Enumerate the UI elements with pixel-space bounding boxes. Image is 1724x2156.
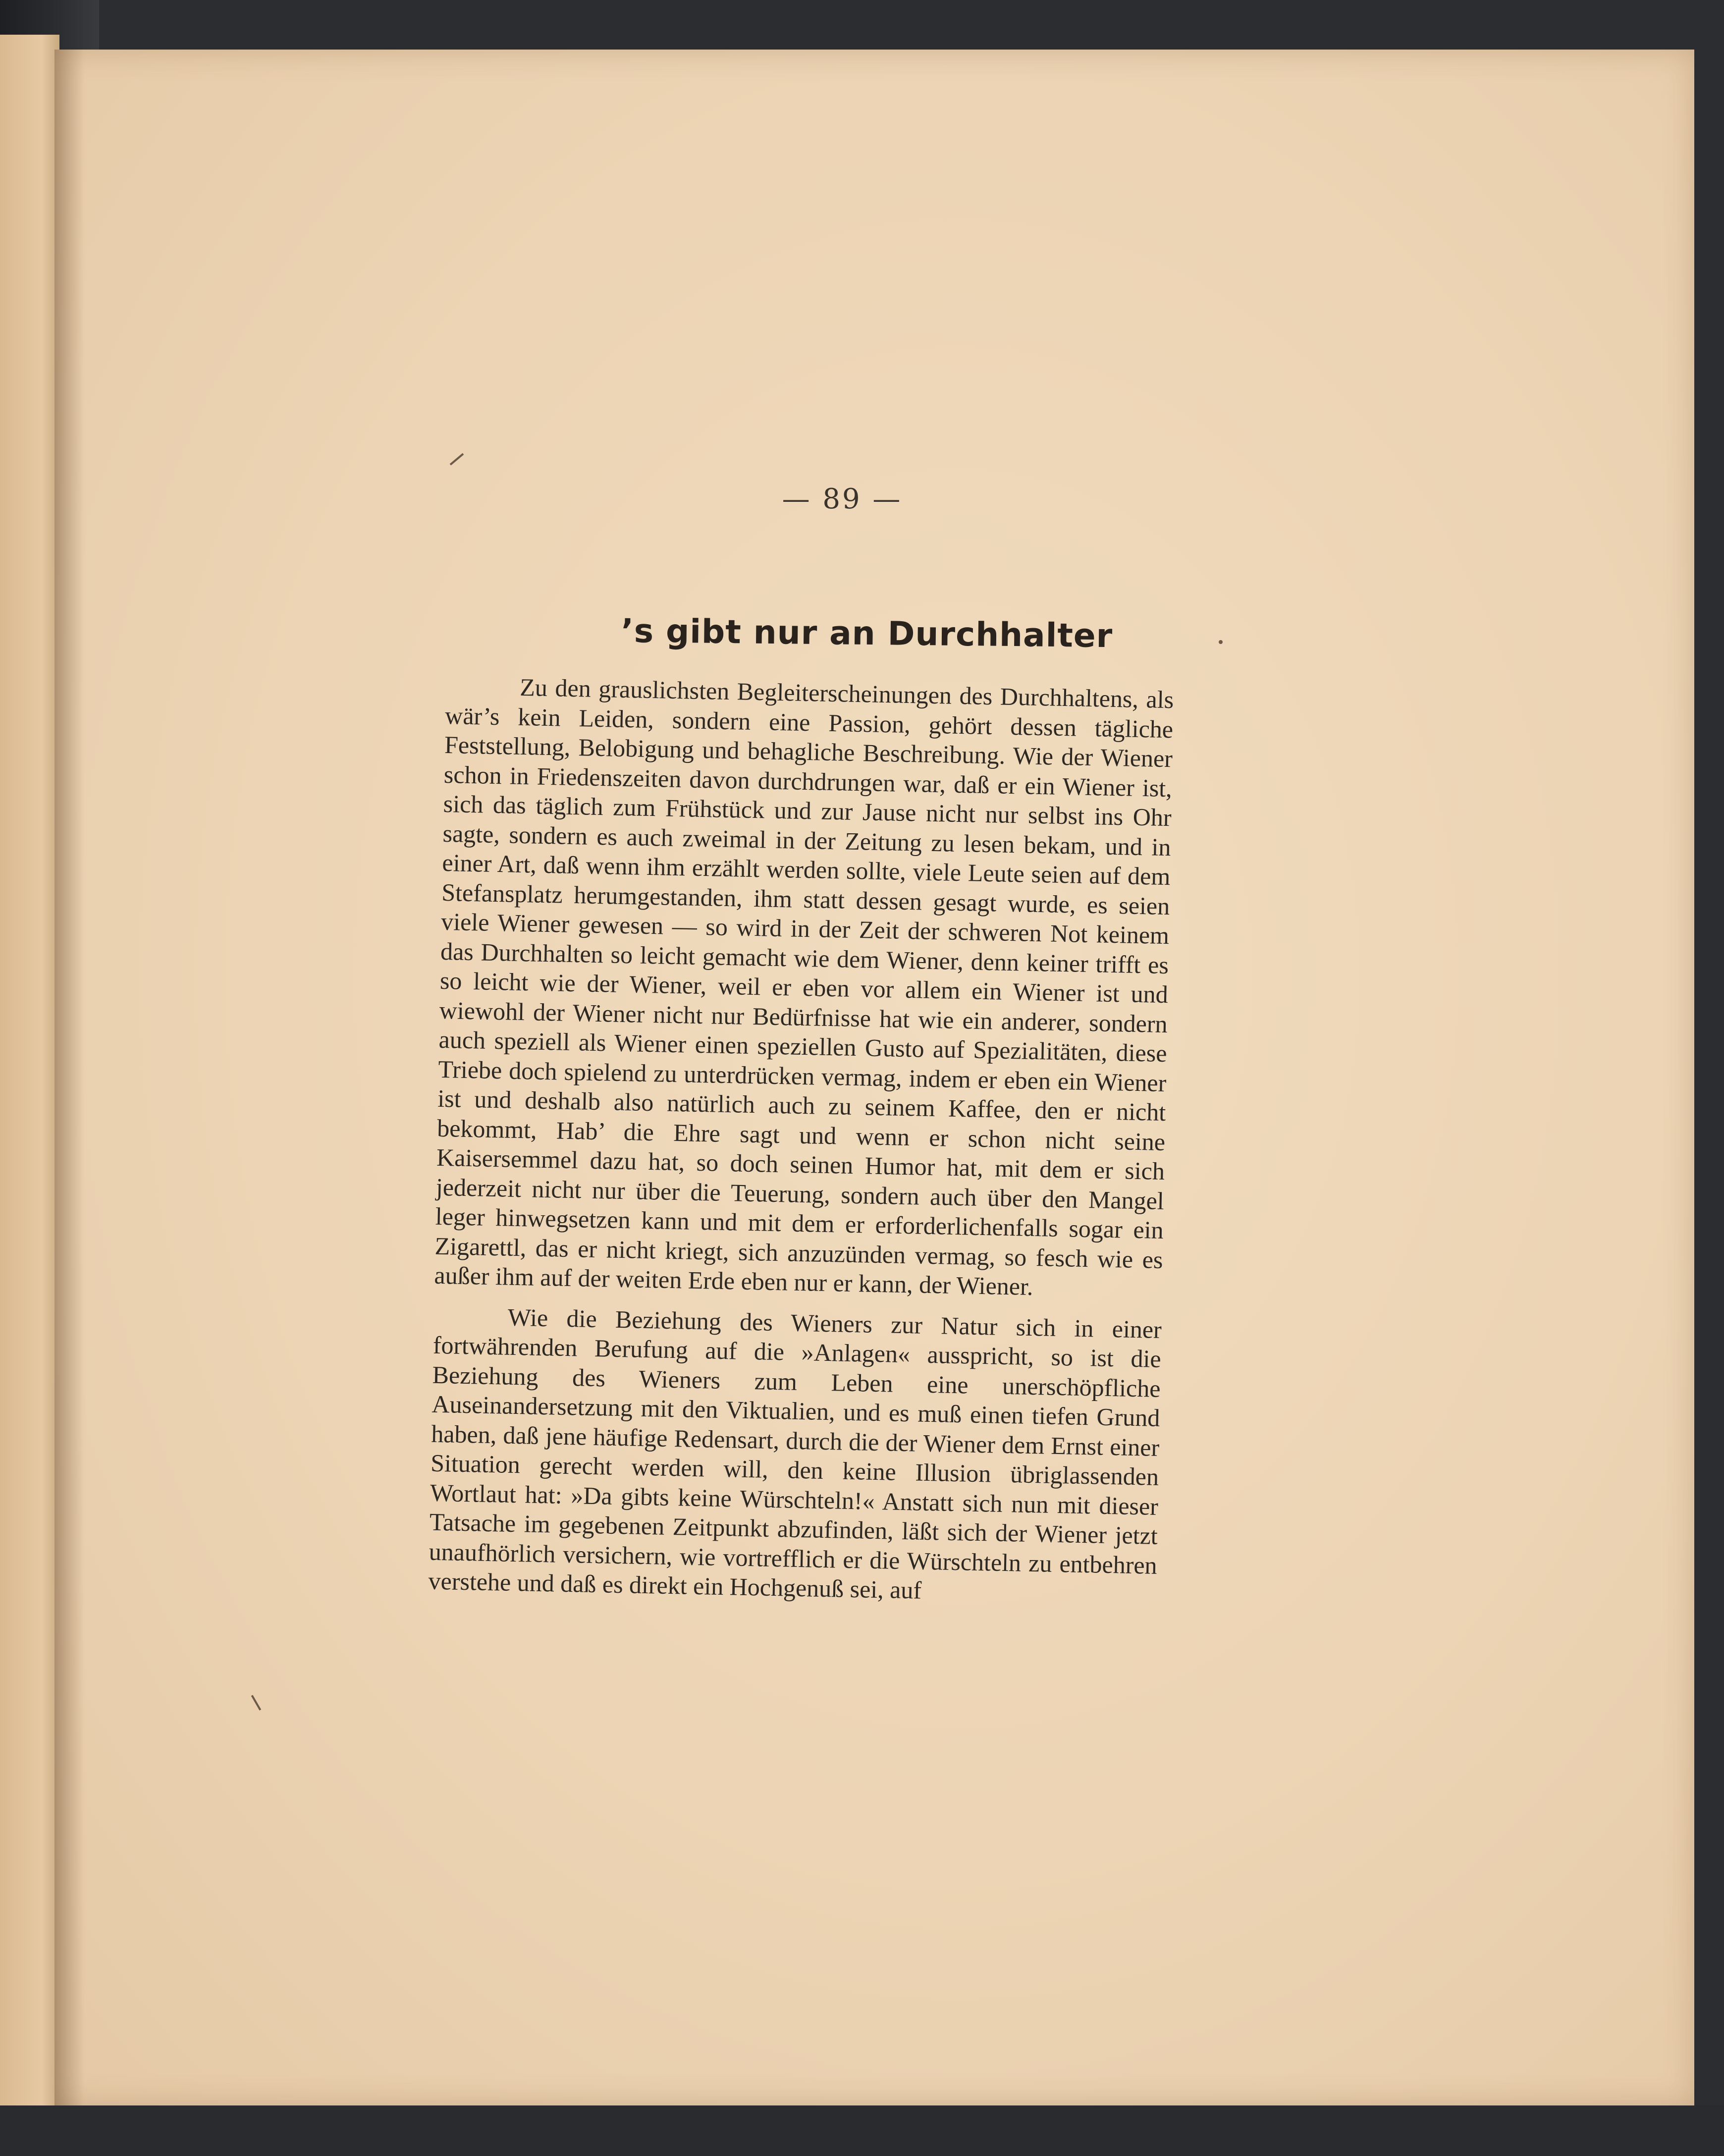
left-page-edge [0, 35, 59, 2115]
gutter-shadow [54, 50, 84, 2105]
body-text [428, 671, 1174, 1610]
chapter-heading: ’s gibt nur an Durchhalter [621, 611, 1113, 655]
scan-background-strip [0, 2105, 1724, 2156]
dust-mark [1219, 640, 1223, 644]
paragraph: Wie die Beziehung des Wieners zur Natur sich in einer fortwährenden Berufung auf die »Anlagen« ausspricht, so ist die Beziehung des Wieners zum Leben eine unerschöpfliche Auseinandersetzung mit den Viktualien, und es muß einen tiefen Grund haben, daß jene häufige Redensart, durch die der Wiener dem Ernst einer Situation gerecht werden will, den keine Illusion übriglassenden Wortlaut hat: »Da gibts keine Würschteln!« Anstatt sich nun mit dieser Tatsache im gegebenen Zeitpunkt abzufinden, läßt sich der Wiener jetzt unaufhörlich versichern, wie vortrefflich er die Würschteln zu entbehren verstehe und daß es direkt ein Hochgenuß sei, auf [428, 1303, 1162, 1604]
paragraph: Zu den grauslichsten Begleiterscheinungen des Durchhaltens, als wär’s kein Leiden, sondern eine Passion, gehört dessen tägliche Feststellung, Belobigung und behagliche Beschreibung. Wie der Wiener schon in Friedenszeiten davon durchdrungen war, daß er ein Wiener ist, sich das täglich zum Frühstück und zur Jause nicht nur selbst ins Ohr sagte, sondern es auch zweimal in der Zeitung zu lesen bekam, und in einer Art, daß wenn ihm erzählt werden sollte, viele Leute seien auf dem Stefansplatz herumgestanden, ihm statt dessen gesagt wurde, es seien viele Wiener gewesen — so wird in der Zeit der schweren Not keinem das Durchhalten so leicht gemacht wie dem Wiener, denn keiner trifft es so leicht wie der Wiener, weil er eben vor allem ein Wiener ist und wiewohl der Wiener nicht nur Bedürfnisse hat wie ein anderer, sondern auch speziell als Wiener einen speziellen Gusto auf Spezialitäten, diese Triebe doch spielend zu unterdrücken vermag, indem er eben ein Wiener ist und deshalb also natürlich auch zu seinem Kaffee, den er nicht bekommt, Hab’ die Ehre sagt und wenn er schon nicht seine Kaisersemmel dazu hat, so doch seinen Humor hat, mit dem er sich jederzeit nicht nur über die Teuerung, sondern auch über den Mangel leger hinwegsetzen kann und mit dem er erforderlichenfalls sogar ein Zigarettl, das er nicht kriegt, sich anzuzünden vermag, so fesch wie es außer ihm auf der weiten Erde eben nur er kann, der Wiener. [434, 673, 1174, 1300]
page-number: — 89 — [782, 483, 903, 515]
